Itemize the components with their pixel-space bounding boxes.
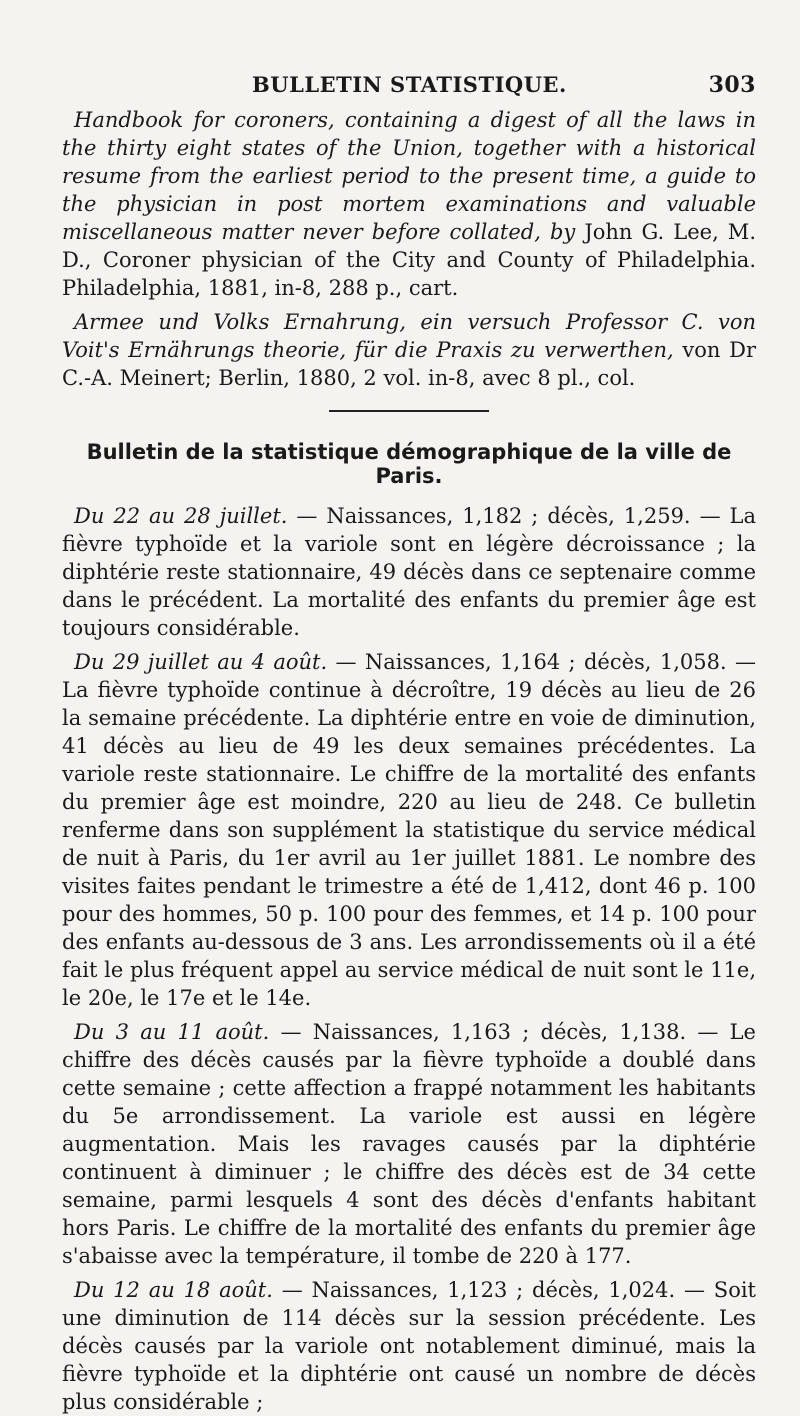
bibliography-entry — [62, 106, 756, 302]
bulletin-entry-date: Du 3 au 11 août. — [74, 1020, 270, 1044]
bibliography-entry-details: John G. Lee, M. D., Coroner physician of the City and County of Philadelphia. Philadelphia, 1881, in-8, 288 p., cart. — [62, 220, 756, 300]
bulletin-entry — [62, 648, 756, 1012]
running-head — [62, 72, 756, 106]
running-head-title: BULLETIN STATISTIQUE. — [252, 72, 567, 97]
bulletin-entry-date: Du 12 au 18 août. — [74, 1278, 273, 1302]
bulletin-entry-date: Du 29 juillet au 4 août. — [74, 650, 328, 674]
bibliography-entry-title: Handbook for coroners, containing a digest of all the laws in the thirty eight states of the Union, together with a historical resume from the earliest period to the present time, a guide to the physician in post mortem examinations and valuable miscellaneous matter never before collated, by — [62, 108, 756, 244]
bulletin-entry-text: — Naissances, 1,164 ; décès, 1,058. — La fièvre typhoïde continue à décroître, 19 décès au lieu de 26 la semaine précédente. La diphtérie entre en voie de diminution, 41 décès au lieu de 49 les deux semaines précédentes. La variole reste stationnaire. Le chiffre de la mortalité des enfants du premier âge est moindre, 220 au lieu de 248. Ce bulletin renferme dans son supplément la statistique du service médical de nuit à Paris, du 1er avril au 1er juillet 1881. Le nombre des visites faites pendant le trimestre a été de 1,412, dont 46 p. 100 pour des hommes, 50 p. 100 pour des femmes, et 14 p. 100 pour des enfants au-dessous de 3 ans. Les arrondissements où il a été fait le plus fréquent appel au service médical de nuit sont le 11e, le 20e, le 17e et le 14e. — [62, 650, 756, 1010]
bulletin-entry — [62, 502, 756, 642]
bulletin-entry — [62, 1018, 756, 1270]
bulletin-entry-date: Du 22 au 28 juillet. — [74, 504, 288, 528]
page-number: 303 — [708, 72, 756, 98]
bibliography-entry-title: Armee und Volks Ernahrung, ein versuch Professor C. von Voit's Ernährungs theorie, für die Praxis zu verwerthen, — [62, 310, 756, 362]
bulletin-entry-text: — Naissances, 1,182 ; décès, 1,259. — La fièvre typhoïde et la variole sont en légère décroissance ; la diphtérie reste stationnaire, 49 décès dans ce septenaire comme dans le précédent. La mortalité des enfants du premier âge est toujours considérable. — [62, 504, 757, 640]
section-divider — [329, 410, 489, 412]
bibliography-entry — [62, 308, 756, 392]
bibliography — [62, 106, 756, 392]
section-title: Bulletin de la statistique démographique de la ville de Paris. — [86, 440, 732, 488]
bulletin-entry — [62, 1276, 756, 1416]
bulletin-entry-text: — Naissances, 1,163 ; décès, 1,138. — Le chiffre des décès causés par la fièvre typhoïde a doublé dans cette semaine ; cette affection a frappé notamment les habitants du 5e arrondissement. La variole est aussi en légère augmentation. Mais les ravages causés par la diphtérie continuent à diminuer ; le chiffre des décès est de 34 cette semaine, parmi lesquels 4 sont des décès d'enfants habitant hors Paris. Le chiffre de la mortalité des enfants du premier âge s'abaisse avec la température, il tombe de 220 à 177. — [62, 1020, 756, 1268]
bulletin-entry-text: — Naissances, 1,123 ; décès, 1,024. — Soit une diminution de 114 décès sur la session précédente. Les décès causés par la variole ont notablement diminué, mais la fièvre typhoïde et la diphtérie ont causé un nombre de décès plus considérable ; — [62, 1278, 756, 1414]
bibliography-entry-details: von Dr C.-A. Meinert; Berlin, 1880, 2 vol. in-8, avec 8 pl., col. — [62, 338, 756, 390]
bulletin-entries — [62, 502, 756, 1416]
